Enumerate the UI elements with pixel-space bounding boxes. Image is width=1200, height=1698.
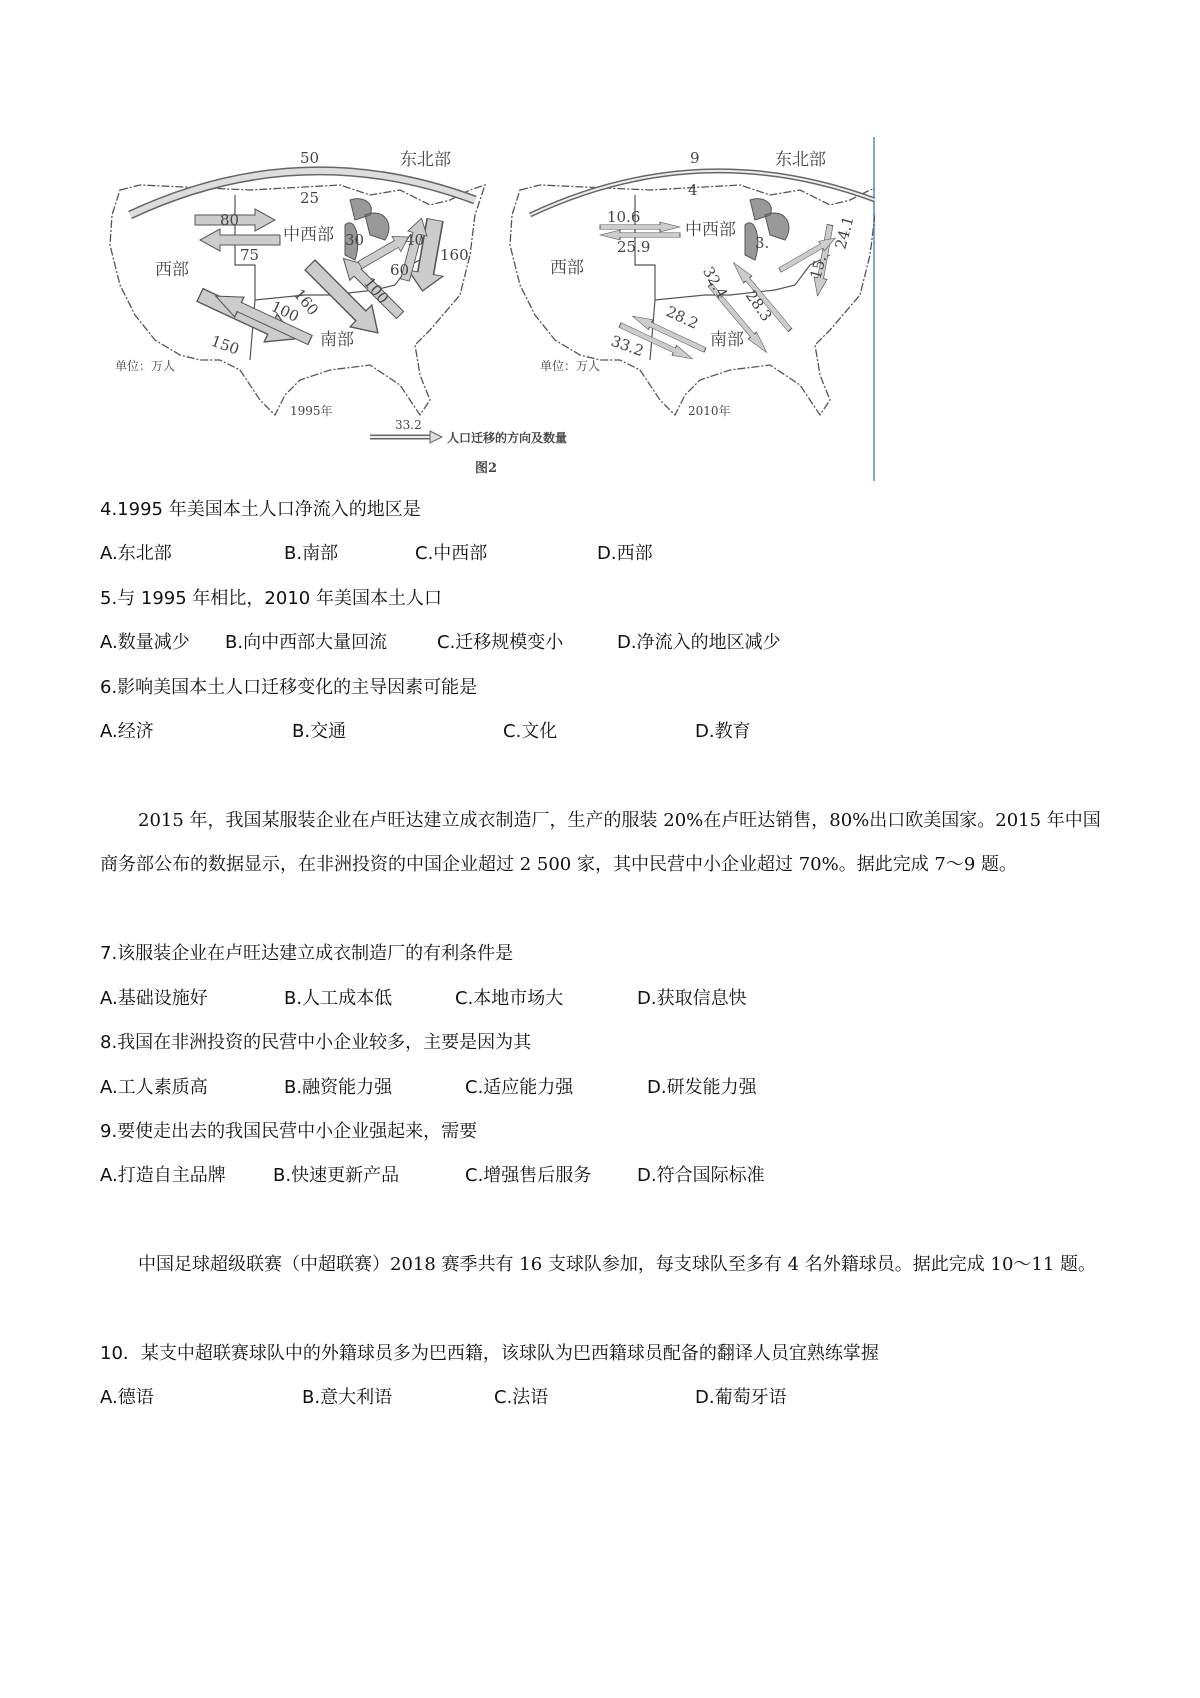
option-c[interactable]: C.法语 [494, 1387, 549, 1408]
option-d[interactable]: D.研发能力强 [647, 1077, 757, 1098]
question-stem: 9.要使走出去的我国民营中小企业强起来，需要 [100, 1121, 478, 1142]
label-value: 4 [688, 181, 698, 199]
figure-caption: 图2 [475, 461, 498, 476]
label-south: 南部 [320, 330, 354, 350]
label-value: 15. [806, 253, 831, 282]
unit-label: 单位：万人 [115, 359, 176, 373]
option-c[interactable]: C.适应能力强 [465, 1077, 574, 1098]
label-northeast: 东北部 [400, 150, 451, 170]
label-midwest: 中西部 [685, 220, 736, 240]
option-b[interactable]: B.交通 [292, 721, 347, 742]
option-a[interactable]: A.德语 [100, 1387, 154, 1408]
migration-figure [95, 135, 875, 485]
option-d[interactable]: D.教育 [695, 721, 751, 742]
question-stem: 10．某支中超联赛球队中的外籍球员多为巴西籍，该球队为巴西籍球员配备的翻译人员宜熟练掌握 [100, 1343, 879, 1364]
option-b[interactable]: B.向中西部大量回流 [225, 632, 388, 653]
legend-value: 33.2 [395, 418, 422, 432]
passage-garment: 2015 年，我国某服装企业在卢旺达建立成衣制造厂，生产的服装 20%在卢旺达销售，80%出口欧美国家。2015 年中国商务部公布的数据显示，在非洲投资的中国企业超过 2 500 家，其中民营中小企业超过 70%。据此完成 7～9 题。 [100, 810, 1101, 875]
option-a[interactable]: A.基础设施好 [100, 988, 208, 1009]
option-c[interactable]: C.增强售后服务 [465, 1165, 592, 1186]
passage-football: 中国足球超级联赛（中超联赛）2018 赛季共有 16 支球队参加，每支球队至多有 4 名外籍球员。据此完成 10～11 题。 [138, 1254, 1097, 1275]
option-d[interactable]: D.葡萄牙语 [695, 1387, 787, 1408]
label-value: 40 [405, 231, 425, 249]
year-label-2010: 2010年 [688, 404, 731, 418]
label-value: 100 [360, 273, 393, 308]
label-value: 75 [240, 246, 260, 264]
label-value: 160 [440, 246, 469, 264]
option-b[interactable]: B.快速更新产品 [273, 1165, 400, 1186]
option-c[interactable]: C.迁移规模变小 [437, 632, 564, 653]
unit-label: 单位：万人 [540, 359, 601, 373]
label-south: 南部 [710, 330, 744, 350]
label-value: 33.2 [608, 331, 647, 361]
option-a[interactable]: A.数量减少 [100, 632, 190, 653]
option-d[interactable]: D.符合国际标准 [637, 1165, 765, 1186]
option-d[interactable]: D.西部 [597, 543, 653, 564]
label-value: 25 [300, 189, 320, 207]
legend-label: 人口迁移的方向及数量 [447, 431, 568, 445]
option-a[interactable]: A.打造自主品牌 [100, 1165, 226, 1186]
option-a[interactable]: A.工人素质高 [100, 1077, 208, 1098]
label-value: 10.6 [607, 208, 641, 226]
label-value: 28.2 [663, 302, 702, 333]
label-west: 西部 [155, 260, 189, 280]
label-value: 60 [390, 261, 410, 279]
option-a[interactable]: A.经济 [100, 721, 154, 742]
label-west: 西部 [550, 258, 584, 278]
label-value: 25.9 [617, 238, 651, 256]
question-stem: 5.与 1995 年相比，2010 年美国本土人口 [100, 588, 442, 609]
question-stem: 4.1995 年美国本土人口净流入的地区是 [100, 499, 421, 520]
option-b[interactable]: B.南部 [284, 543, 339, 564]
label-value: 3. [755, 234, 770, 252]
label-value: 100 [268, 297, 302, 326]
label-value: 80 [220, 211, 240, 229]
label-value: 24.1 [831, 214, 858, 252]
legend [370, 418, 567, 445]
question-stem: 6.影响美国本土人口迁移变化的主导因素可能是 [100, 677, 478, 698]
label-midwest: 中西部 [283, 225, 334, 245]
option-b[interactable]: B.融资能力强 [284, 1077, 393, 1098]
label-value: 150 [208, 331, 242, 359]
option-c[interactable]: C.中西部 [415, 543, 488, 564]
label-value: 160 [289, 285, 323, 319]
option-c[interactable]: C.本地市场大 [455, 988, 564, 1009]
option-d[interactable]: D.获取信息快 [637, 988, 747, 1009]
option-b[interactable]: B.人工成本低 [284, 988, 393, 1009]
map-2010 [510, 149, 875, 418]
option-a[interactable]: A.东北部 [100, 543, 172, 564]
option-d[interactable]: D.净流入的地区减少 [617, 632, 781, 653]
question-stem: 7.该服装企业在卢旺达建立成衣制造厂的有利条件是 [100, 943, 514, 964]
label-value: 50 [300, 149, 320, 167]
option-b[interactable]: B.意大利语 [302, 1387, 393, 1408]
label-value: 30 [345, 231, 365, 249]
label-northeast: 东北部 [775, 150, 826, 170]
question-stem: 8.我国在非洲投资的民营中小企业较多，主要是因为其 [100, 1032, 532, 1053]
year-label-1995: 1995年 [290, 404, 333, 418]
map-1995 [110, 149, 485, 418]
option-c[interactable]: C.文化 [503, 721, 558, 742]
label-value: 28.3 [741, 286, 776, 325]
label-value: 9 [690, 149, 700, 167]
label-value: 32.4 [699, 263, 732, 302]
